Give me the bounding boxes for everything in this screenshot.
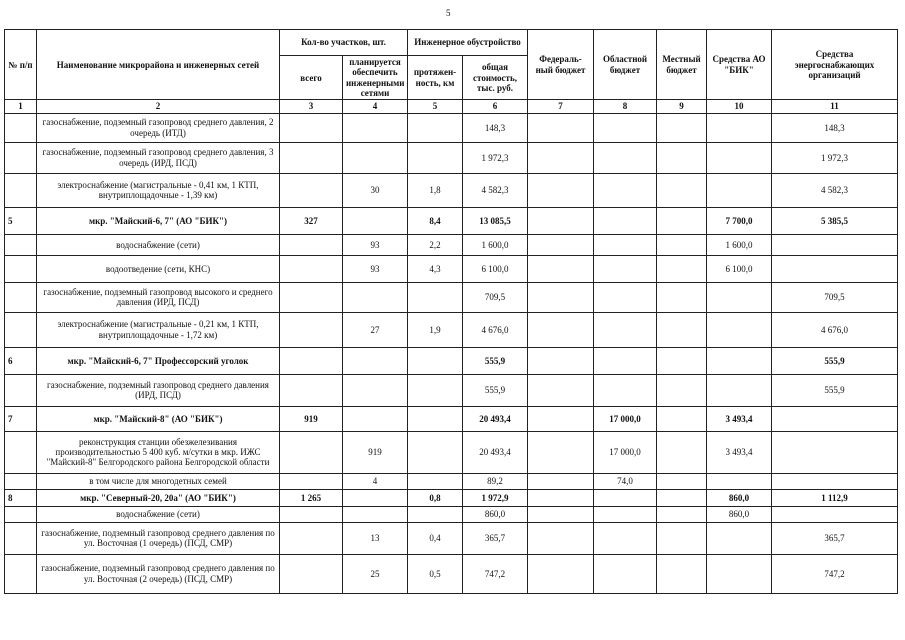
plots-planned: 919 [343,431,408,473]
length-km: 2,2 [408,234,463,255]
bik-funds: 3 493,4 [707,431,772,473]
local-budget [657,255,707,282]
table-row [5,312,898,347]
header-bik: Средства АО "БИК" [707,30,772,100]
bik-funds [707,374,772,406]
header-federal: Федераль-ный бюджет [528,30,594,100]
column-index: 8 [594,100,657,113]
row-name: водоснабжение (сети) [37,234,280,255]
regional-budget [594,489,657,506]
plots-planned [343,406,408,431]
energy-funds: 1 112,9 [772,489,898,506]
table-row [5,522,898,554]
federal-budget [528,489,594,506]
row-number [5,173,37,207]
bik-funds [707,142,772,173]
federal-budget [528,207,594,234]
plots-total [280,113,343,142]
table-header [5,30,898,114]
regional-budget [594,207,657,234]
length-km [408,282,463,312]
plots-total [280,234,343,255]
total-cost: 555,9 [463,374,528,406]
header-regional: Областной бюджет [594,30,657,100]
total-cost: 4 582,3 [463,173,528,207]
local-budget [657,374,707,406]
row-name: водоснабжение (сети) [37,506,280,522]
bik-funds: 3 493,4 [707,406,772,431]
plots-planned [343,142,408,173]
federal-budget [528,113,594,142]
row-number [5,234,37,255]
federal-budget [528,347,594,374]
energy-funds [772,431,898,473]
header-cost: общая стоимость, тыс. руб. [463,56,528,100]
budget-table [4,29,898,594]
column-index: 7 [528,100,594,113]
local-budget [657,113,707,142]
header-energy: Средства энергоснабжающих организаций [772,30,898,100]
local-budget [657,312,707,347]
energy-funds: 4 582,3 [772,173,898,207]
total-cost: 365,7 [463,522,528,554]
column-index: 11 [772,100,898,113]
regional-budget [594,255,657,282]
plots-planned [343,282,408,312]
column-index: 3 [280,100,343,113]
regional-budget [594,554,657,593]
local-budget [657,282,707,312]
regional-budget: 17 000,0 [594,431,657,473]
plots-total: 919 [280,406,343,431]
length-km: 0,5 [408,554,463,593]
length-km: 8,4 [408,207,463,234]
energy-funds [772,473,898,489]
plots-total [280,431,343,473]
table-row [5,234,898,255]
plots-planned [343,489,408,506]
plots-planned: 93 [343,234,408,255]
plots-total: 1 265 [280,489,343,506]
column-index: 9 [657,100,707,113]
row-name: газоснабжение, подземный газопровод среднего давления (ИРД, ПСД) [37,374,280,406]
plots-total [280,522,343,554]
header-plots-group: Кол-во участков, шт. [280,30,408,56]
plots-planned: 4 [343,473,408,489]
column-index: 10 [707,100,772,113]
column-index: 2 [37,100,280,113]
row-name: реконструкция станции обезжелезивания производительностью 5 400 куб. м/сутки в мкр. ИЖС "Майский-8" Белгородского района Белгородской области [37,431,280,473]
total-cost: 747,2 [463,554,528,593]
plots-total [280,142,343,173]
energy-funds [772,255,898,282]
page-number: 5 [446,8,451,18]
row-name: мкр. "Майский-6, 7" (АО "БИК") [37,207,280,234]
energy-funds: 555,9 [772,374,898,406]
federal-budget [528,554,594,593]
column-index: 1 [5,100,37,113]
energy-funds: 5 385,5 [772,207,898,234]
length-km: 0,8 [408,489,463,506]
column-index: 4 [343,100,408,113]
bik-funds [707,113,772,142]
length-km [408,142,463,173]
table-row [5,554,898,593]
total-cost: 13 085,5 [463,207,528,234]
table-row [5,173,898,207]
local-budget [657,234,707,255]
energy-funds: 747,2 [772,554,898,593]
regional-budget [594,506,657,522]
plots-planned: 13 [343,522,408,554]
federal-budget [528,473,594,489]
row-number [5,554,37,593]
total-cost: 6 100,0 [463,255,528,282]
row-number [5,522,37,554]
energy-funds: 4 676,0 [772,312,898,347]
header-planned: планируется обеспечить инженерными сетями [343,56,408,100]
header-length: протяжен-ность, км [408,56,463,100]
plots-total: 327 [280,207,343,234]
length-km [408,347,463,374]
row-number [5,374,37,406]
column-index-row [5,100,898,113]
plots-total [280,374,343,406]
federal-budget [528,312,594,347]
local-budget [657,173,707,207]
federal-budget [528,374,594,406]
row-number: 7 [5,406,37,431]
local-budget [657,431,707,473]
plots-planned: 30 [343,173,408,207]
plots-total [280,506,343,522]
regional-budget [594,522,657,554]
federal-budget [528,406,594,431]
row-number [5,142,37,173]
row-number [5,312,37,347]
federal-budget [528,173,594,207]
regional-budget [594,374,657,406]
row-number: 5 [5,207,37,234]
plots-planned: 27 [343,312,408,347]
plots-planned [343,506,408,522]
row-name: газоснабжение, подземный газопровод высокого и среднего давления (ИРД, ПСД) [37,282,280,312]
energy-funds [772,506,898,522]
table-row [5,506,898,522]
plots-total [280,312,343,347]
table-row [5,374,898,406]
plots-total [280,473,343,489]
local-budget [657,142,707,173]
local-budget [657,489,707,506]
row-name: электроснабжение (магистральные - 0,21 км, 1 КТП, внутриплощадочные - 1,72 км) [37,312,280,347]
row-number [5,506,37,522]
energy-funds [772,406,898,431]
local-budget [657,554,707,593]
row-name: мкр. "Майский-6, 7" Профессорский уголок [37,347,280,374]
total-cost: 709,5 [463,282,528,312]
table-row [5,282,898,312]
plots-planned: 25 [343,554,408,593]
federal-budget [528,506,594,522]
row-name: газоснабжение, подземный газопровод среднего давления, 3 очередь (ИРД, ПСД) [37,142,280,173]
length-km [408,473,463,489]
bik-funds [707,522,772,554]
plots-total [280,282,343,312]
bik-funds: 7 700,0 [707,207,772,234]
bik-funds: 860,0 [707,506,772,522]
regional-budget [594,282,657,312]
row-name: мкр. "Майский-8" (АО "БИК") [37,406,280,431]
regional-budget [594,142,657,173]
column-index: 5 [408,100,463,113]
bik-funds [707,554,772,593]
length-km [408,406,463,431]
header-name: Наименование микрорайона и инженерных сетей [37,30,280,100]
total-cost: 1 972,9 [463,489,528,506]
row-name: мкр. "Северный-20, 20а" (АО "БИК") [37,489,280,506]
header-num: № п/п [5,30,37,100]
total-cost: 1 972,3 [463,142,528,173]
row-number [5,473,37,489]
bik-funds [707,173,772,207]
energy-funds: 555,9 [772,347,898,374]
bik-funds [707,312,772,347]
total-cost: 4 676,0 [463,312,528,347]
regional-budget [594,173,657,207]
local-budget [657,406,707,431]
total-cost: 860,0 [463,506,528,522]
row-number: 8 [5,489,37,506]
federal-budget [528,142,594,173]
row-name: газоснабжение, подземный газопровод среднего давления по ул. Восточная (2 очередь) (ПСД, СМР) [37,554,280,593]
plots-planned [343,347,408,374]
bik-funds: 6 100,0 [707,255,772,282]
table-row [5,142,898,173]
plots-planned [343,207,408,234]
plots-total [280,173,343,207]
row-name: электроснабжение (магистральные - 0,41 км, 1 КТП, внутриплощадочные - 1,39 км) [37,173,280,207]
regional-budget [594,312,657,347]
federal-budget [528,431,594,473]
plots-planned [343,113,408,142]
energy-funds: 1 972,3 [772,142,898,173]
length-km [408,374,463,406]
table-row [5,347,898,374]
column-index: 6 [463,100,528,113]
table-row [5,113,898,142]
row-number [5,255,37,282]
regional-budget [594,234,657,255]
local-budget [657,522,707,554]
total-cost: 89,2 [463,473,528,489]
row-number: 6 [5,347,37,374]
length-km: 0,4 [408,522,463,554]
length-km [408,506,463,522]
header-total: всего [280,56,343,100]
energy-funds: 148,3 [772,113,898,142]
plots-planned [343,374,408,406]
local-budget [657,347,707,374]
row-number [5,282,37,312]
energy-funds: 365,7 [772,522,898,554]
regional-budget: 74,0 [594,473,657,489]
row-number [5,431,37,473]
row-name: газоснабжение, подземный газопровод среднего давления по ул. Восточная (1 очередь) (ПСД, СМР) [37,522,280,554]
header-local: Местный бюджет [657,30,707,100]
row-name: газоснабжение, подземный газопровод среднего давления, 2 очередь (ИТД) [37,113,280,142]
plots-planned: 93 [343,255,408,282]
bik-funds [707,347,772,374]
bik-funds [707,282,772,312]
table-body [5,113,898,593]
federal-budget [528,234,594,255]
row-number [5,113,37,142]
total-cost: 20 493,4 [463,431,528,473]
length-km: 4,3 [408,255,463,282]
bik-funds [707,473,772,489]
header-infra-group: Инженерное обустройство [408,30,528,56]
federal-budget [528,282,594,312]
row-name: водоотведение (сети, КНС) [37,255,280,282]
total-cost: 148,3 [463,113,528,142]
table-row [5,431,898,473]
local-budget [657,506,707,522]
length-km [408,113,463,142]
plots-total [280,554,343,593]
table-row [5,489,898,506]
length-km: 1,8 [408,173,463,207]
regional-budget [594,113,657,142]
row-name: в том числе для многодетных семей [37,473,280,489]
energy-funds [772,234,898,255]
regional-budget [594,347,657,374]
plots-total [280,347,343,374]
energy-funds: 709,5 [772,282,898,312]
local-budget [657,207,707,234]
table-row [5,473,898,489]
length-km: 1,9 [408,312,463,347]
regional-budget: 17 000,0 [594,406,657,431]
total-cost: 555,9 [463,347,528,374]
plots-total [280,255,343,282]
local-budget [657,473,707,489]
federal-budget [528,522,594,554]
length-km [408,431,463,473]
table-row [5,406,898,431]
federal-budget [528,255,594,282]
bik-funds: 860,0 [707,489,772,506]
table-row [5,255,898,282]
bik-funds: 1 600,0 [707,234,772,255]
total-cost: 1 600,0 [463,234,528,255]
table-row [5,207,898,234]
total-cost: 20 493,4 [463,406,528,431]
